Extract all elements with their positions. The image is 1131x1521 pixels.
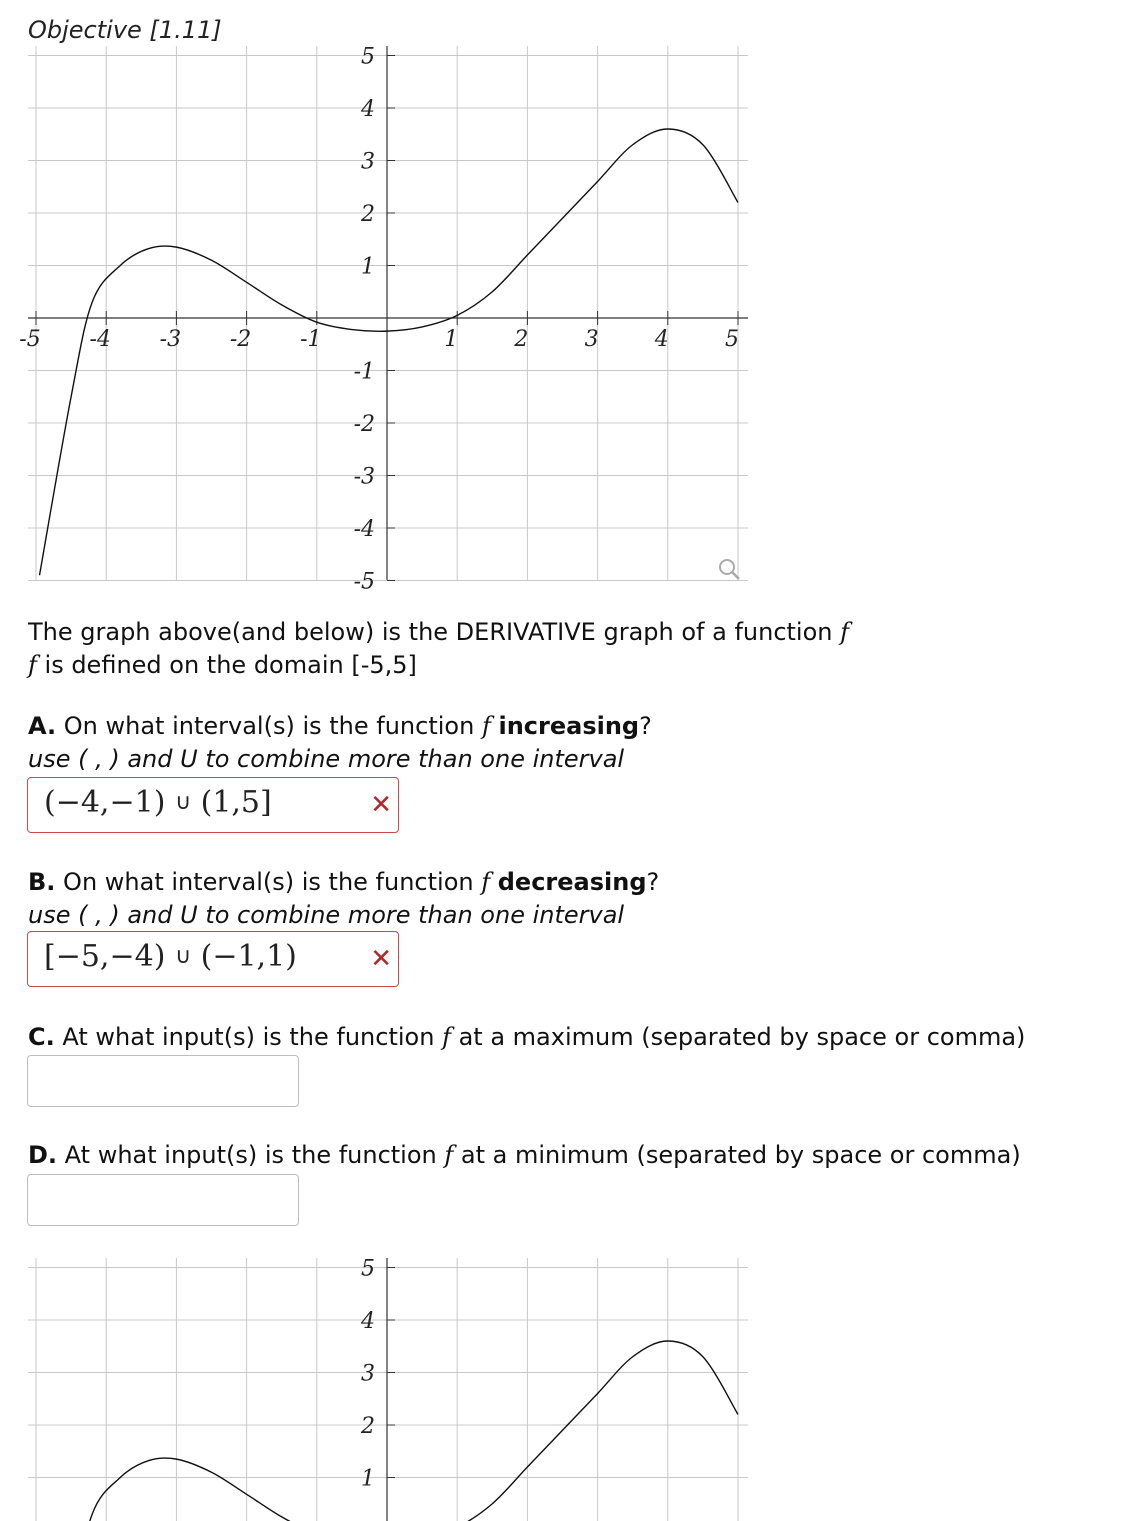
y-tick-label: 2 [361, 1414, 375, 1439]
answer-a-value: (−4,−1) ∪ (1,5] [44, 785, 272, 820]
hint-b: use ( , ) and U to combine more than one interval [28, 901, 625, 929]
y-tick-label: 4 [361, 1309, 375, 1334]
x-tick-label: -2 [229, 327, 252, 352]
x-tick-label: 1 [444, 327, 459, 352]
zoom-icon [720, 560, 739, 579]
x-tick-label: 3 [584, 327, 599, 352]
question-a: A. On what interval(s) is the function f increasing? use ( , ) and U to combine more than one interval [28, 710, 652, 776]
derivative-curve [40, 129, 738, 575]
statement [28, 616, 849, 682]
y-tick-label: -5 [353, 569, 375, 592]
statement-line-2: f is defined on the domain [-5,5] [28, 651, 417, 679]
x-tick-label: -5 [19, 327, 41, 352]
graph-bottom-content [28, 1257, 748, 1521]
objective-title: Objective [1.11] [28, 16, 222, 44]
y-tick-label: 3 [361, 1361, 375, 1387]
y-tick-label: 5 [361, 1256, 375, 1282]
y-tick-label: 1 [361, 254, 375, 280]
x-tick-label: -1 [300, 327, 322, 352]
derivative-graph-bottom [0, 1210, 760, 1521]
y-tick-label: 2 [361, 202, 375, 227]
answer-b-value: [−5,−4) ∪ (−1,1) [44, 939, 297, 974]
y-tick-label: 4 [361, 97, 375, 122]
hint-a: use ( , ) and U to combine more than one interval [28, 745, 625, 773]
answer-c-input[interactable] [27, 1055, 299, 1107]
y-tick-label: -1 [353, 359, 375, 385]
incorrect-icon: ✕ [370, 790, 392, 820]
incorrect-icon: ✕ [370, 944, 392, 974]
question-d: D. At what input(s) is the function f at a minimum (separated by space or comma) [28, 1141, 1021, 1169]
y-tick-label: 5 [361, 44, 375, 70]
x-tick-label: -4 [89, 327, 111, 352]
x-tick-label: 2 [514, 327, 529, 352]
y-tick-label: 1 [361, 1466, 375, 1492]
derivative-graph-top [0, 0, 760, 592]
answer-a-input[interactable] [27, 777, 399, 833]
answer-b-input[interactable] [27, 931, 399, 987]
statement-line-1: The graph above(and below) is the DERIVATIVE graph of a function f [28, 618, 849, 646]
question-c: C. At what input(s) is the function f at a maximum (separated by space or comma) [28, 1023, 1026, 1051]
x-tick-label: 4 [654, 327, 669, 352]
question-b: B. On what interval(s) is the function f decreasing? use ( , ) and U to combine more than one interval [28, 866, 659, 932]
x-tick-label: 5 [725, 327, 739, 352]
y-tick-label: -4 [353, 517, 375, 542]
derivative-curve-bottom [40, 1341, 738, 1521]
zoom-icon-lens [720, 560, 734, 574]
y-tick-label: -2 [353, 412, 375, 437]
y-tick-label: -3 [353, 464, 375, 490]
x-tick-label: -3 [159, 327, 182, 352]
y-tick-label: 3 [361, 149, 375, 175]
